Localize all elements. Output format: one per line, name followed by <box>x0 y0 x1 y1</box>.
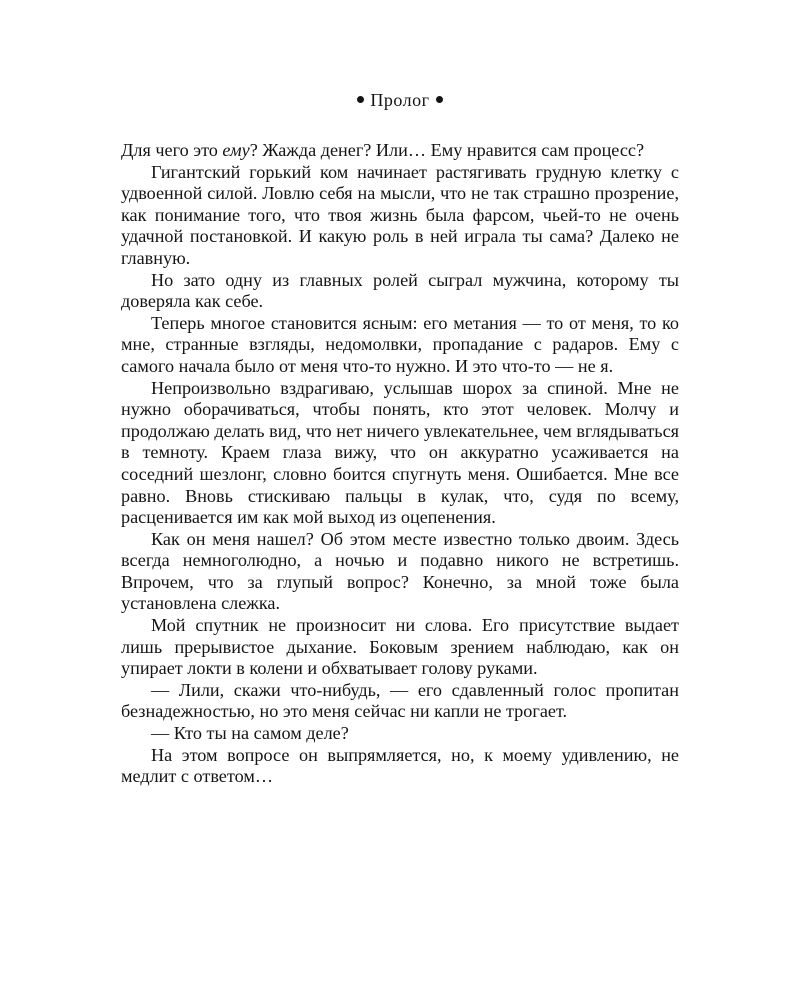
paragraph-9: — Кто ты на самом деле? <box>151 723 349 744</box>
paragraph-6: Как он меня нашел? Об этом месте известно только двоим. Здесь всегда немноголюдно, а ночью и подавно никого не встретишь. Впрочем, что за глупый вопрос? Конечно, за мной тоже была установлена слежка. <box>121 528 679 614</box>
paragraph-5: Непроизвольно вздрагиваю, услышав шорох за спиной. Мне не нужно оборачиваться, чтобы понять, кто этот человек. Молчу и продолжаю делать вид, что нет ничего увлекательнее, чем вглядываться в темноту. Краем глаза вижу, что он аккуратно усаживается на соседний шезлонг, словно боится спугнуть меня. Ошибается. Мне все равно. Вновь стискиваю пальцы в кулак, что, судя по всему, расценивается им как мой выход из оцепенения. <box>121 377 680 528</box>
paragraph-4: Теперь многое становится ясным: его метания — то от меня, то ко мне, странные взгляды, недомолвки, пропадание с радаров. Ему с самого начала было от меня что-то нужно. И это что-то — не я. <box>121 312 679 376</box>
chapter-title: Пролог <box>370 90 430 110</box>
paragraph-1-start: Для чего это <box>121 140 223 160</box>
paragraph-2: Гигантский горький ком начинает растягивать грудную клетку с удвоенной силой. Ловлю себя на мысли, что не так страшно прозрение, как понимание того, что твоя жизнь была фарсом, чьей-то не очень удачной постановкой. И какую роль в ней играла ты сама? Далеко не главную. <box>121 161 679 268</box>
chapter-header <box>0 90 800 111</box>
paragraph-10: На этом вопросе он выпрямляется, но, к моему удивлению, не медлит с ответом… <box>121 744 679 787</box>
chapter-body <box>121 140 679 788</box>
paragraph-8: — Лили, скажи что-нибудь, — его сдавленный голос пропитан безнадежностью, но это меня сейчас ни капли не трогает. <box>121 679 679 722</box>
paragraph-1-end: ? Жажда денег? Или… Ему нравится сам процесс? <box>249 140 645 160</box>
bullet-left-icon <box>357 96 364 103</box>
paragraph-1-emphasis: ему <box>222 140 250 160</box>
paragraph-7: Мой спутник не произносит ни слова. Его присутствие выдает лишь прерывистое дыхание. Боковым зрением наблюдаю, как он упирает локти в колени и обхватывает голову руками. <box>121 615 679 679</box>
paragraph-1 <box>121 140 679 162</box>
paragraph-3: Но зато одну из главных ролей сыграл мужчина, которому ты доверяла как себе. <box>121 269 679 312</box>
bullet-right-icon <box>436 96 443 103</box>
